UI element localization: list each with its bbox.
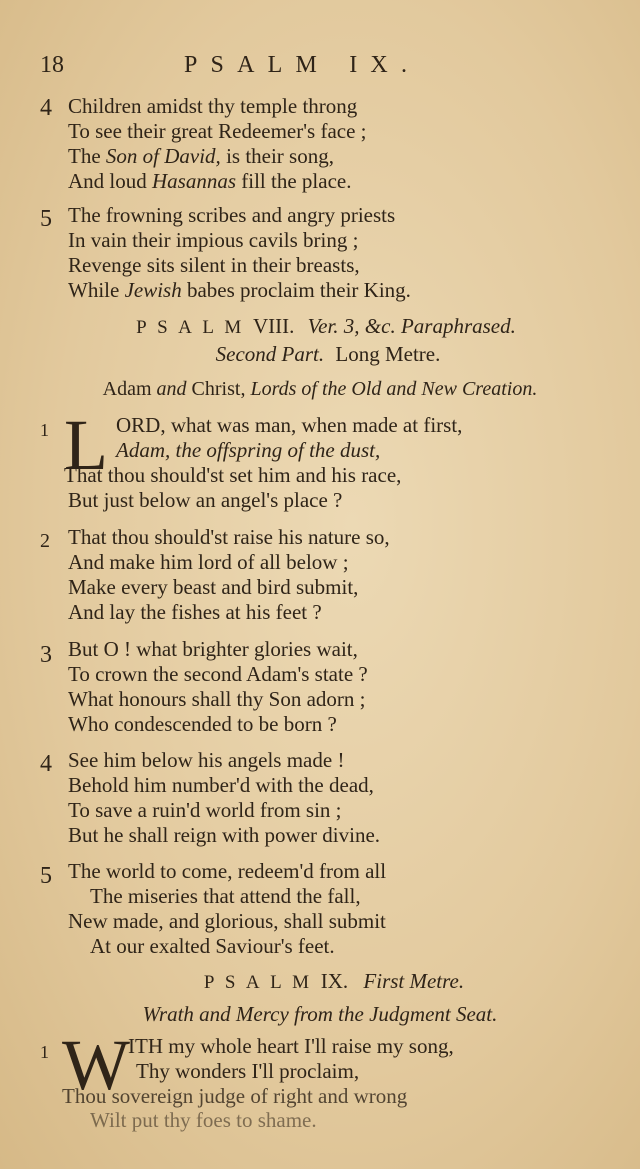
psalm-heading (14, 969, 640, 994)
verse-line: Revenge sits silent in their breasts, (68, 253, 360, 277)
psalm-part-line (8, 342, 640, 367)
italic-phrase: Hasannas (152, 169, 237, 193)
verse-line: But he shall reign with power divine. (68, 823, 381, 847)
verse-number: 5 (40, 863, 52, 889)
verse-line: ORD, what was man, when made at first, (116, 413, 463, 437)
verse-line: See him below his angels made ! (68, 748, 345, 772)
verse-line: But just below an angel's place ? (68, 488, 343, 512)
verse-line: Thy wonders I'll proclaim, (136, 1059, 360, 1083)
verse-line: And loud Hasannas fill the place. (68, 169, 352, 193)
psalm-metre: Long Metre. (335, 342, 441, 366)
psalm-subtitle: Adam and Christ, Lords of the Old and New Creation. (102, 378, 538, 400)
verse-line: The miseries that attend the fall, (90, 884, 361, 908)
psalm-label: PSALM (203, 972, 320, 993)
psalm-reference: Ver. 3, &c. Paraphrased. (307, 314, 516, 338)
running-title: PSALM IX. (184, 52, 421, 78)
verse-line: At our exalted Saviour's feet. (90, 934, 335, 958)
verse-line: To see their great Redeemer's face ; (68, 119, 367, 143)
psalm-metre: First Metre. (363, 969, 465, 993)
verse-number: 4 (40, 751, 52, 777)
verse-line: ITH my whole heart I'll raise my song, (128, 1034, 454, 1058)
verse-line: The Son of David, is their song, (68, 144, 334, 168)
verse-line: And lay the fishes at his feet ? (68, 600, 322, 624)
verse-number: 3 (40, 642, 52, 668)
verse-line: What honours shall thy Son adorn ; (68, 687, 366, 711)
verse-line: Thou sovereign judge of right and wrong (62, 1084, 408, 1108)
verse-line: But O ! what brighter glories wait, (68, 637, 358, 661)
verse-line: In vain their impious cavils bring ; (68, 228, 359, 252)
italic-phrase: Jewish (124, 278, 182, 302)
verse-line: Children amidst thy temple throng (68, 94, 358, 118)
psalm-heading (6, 314, 640, 339)
verse-number: 2 (40, 530, 50, 552)
verse-line: Adam, the offspring of the dust, (116, 438, 381, 462)
verse-line: Who condescended to be born ? (68, 712, 337, 736)
verse-line: To crown the second Adam's state ? (68, 662, 368, 686)
verse-line: That thou should'st raise his nature so, (68, 525, 390, 549)
psalm-numeral: IX. (320, 969, 349, 993)
psalm-label: PSALM (136, 317, 252, 338)
verse-line: Make every beast and bird submit, (68, 575, 359, 599)
psalm-subtitle: Wrath and Mercy from the Judgment Seat. (142, 1002, 498, 1026)
verse-number: 1 (40, 1042, 49, 1062)
drop-cap: L (64, 405, 108, 485)
verse-line: That thou should'st set him and his race, (64, 463, 402, 487)
verse-line: To save a ruin'd world from sin ; (68, 798, 342, 822)
verse-line: Wilt put thy foes to shame. (90, 1108, 317, 1132)
psalm-numeral: VIII. (252, 314, 295, 338)
drop-cap: W (62, 1025, 130, 1105)
verse-line: While Jewish babes proclaim their King. (68, 278, 411, 302)
verse-line: And make him lord of all below ; (68, 550, 349, 574)
verse-line: New made, and glorious, shall submit (68, 909, 386, 933)
verse-line: The frowning scribes and angry priests (68, 203, 396, 227)
verse-line: Behold him number'd with the dead, (68, 773, 374, 797)
verse-number: 4 (40, 95, 52, 121)
page-number: 18 (40, 52, 64, 78)
verse-number: 1 (40, 420, 49, 440)
verse-number: 5 (40, 206, 52, 232)
verse-line: The world to come, redeem'd from all (68, 859, 387, 883)
psalm-part: Second Part. (215, 342, 325, 366)
italic-phrase: Son of David, (105, 144, 221, 168)
